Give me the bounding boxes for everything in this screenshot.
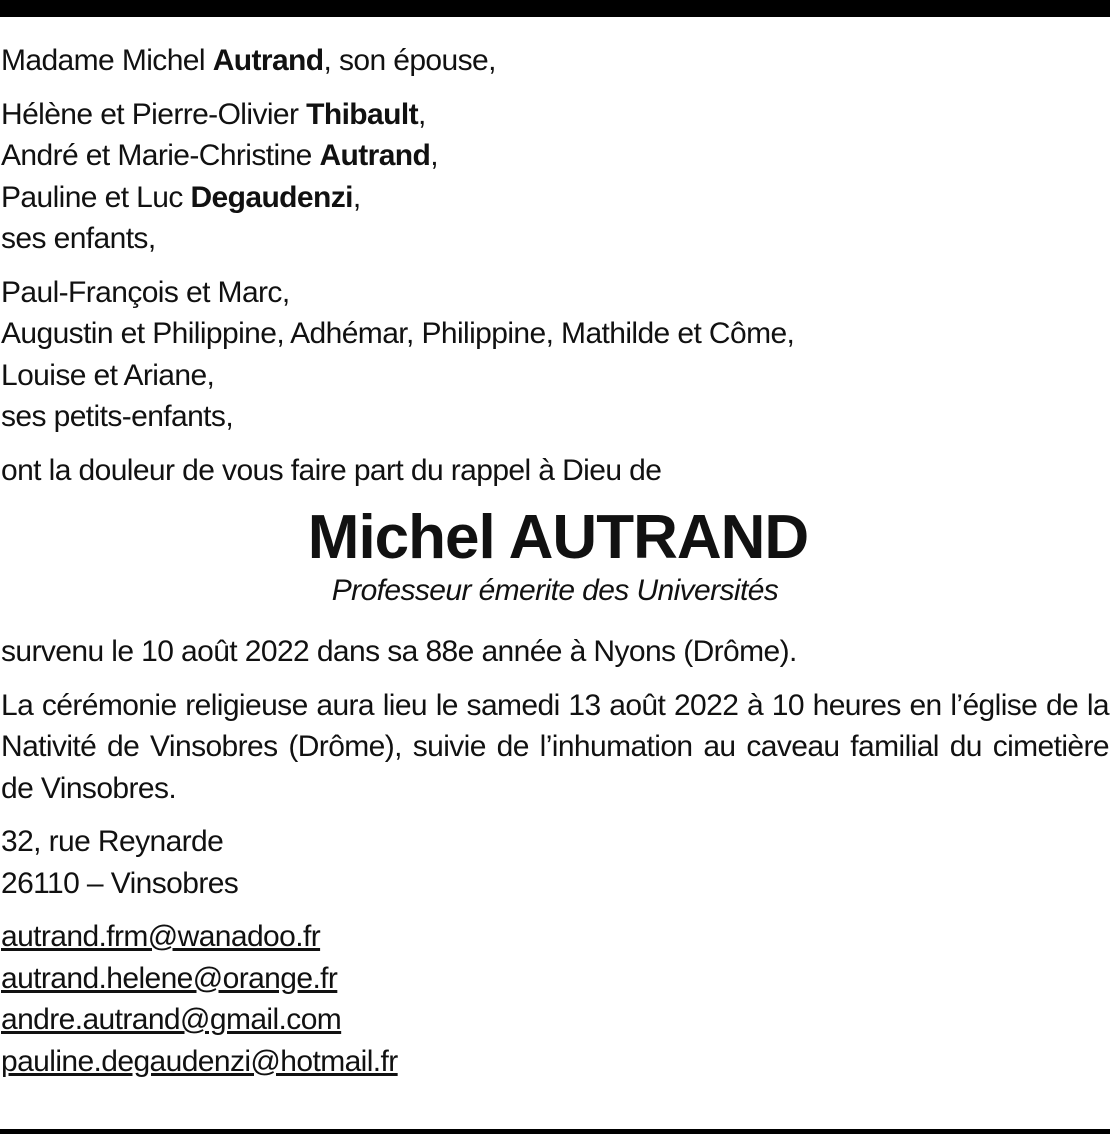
grandchildren-line: Paul-François et Marc, (1, 275, 290, 309)
grandchildren-line: Augustin et Philippine, Adhémar, Philippine, Mathilde et Côme, (1, 317, 795, 350)
child-couple-names: André et Marie-Christine (1, 139, 320, 172)
grandchildren-block (1, 272, 1109, 438)
email-link[interactable]: pauline.degaudenzi@hotmail.fr (1, 1044, 398, 1078)
child-couple-surname: Degaudenzi (190, 180, 353, 214)
bottom-border-rule (0, 1129, 1110, 1134)
ceremony-paragraph: La cérémonie religieuse aura lieu le samedi 13 août 2022 à 10 heures en l’église de la Nativité de Vinsobres (Drôme), suivie de l’inhumation au caveau familial du cimetière de Vinsobres. (1, 688, 1109, 805)
address-street: 32, rue Reynarde (1, 825, 224, 858)
address-city: 26110 – Vinsobres (1, 866, 239, 900)
child-couple-surname: Autrand (319, 139, 431, 172)
child-couple-punct: , (417, 97, 426, 131)
deceased-title: Professeur émerite des Universités (331, 574, 779, 607)
spouse-prefix: Madame Michel (1, 44, 213, 77)
death-notice-block (1, 631, 1109, 673)
email-list (1, 916, 1109, 1082)
spouse-line-block (1, 40, 1109, 82)
child-couple-punct: , (430, 139, 439, 172)
child-couple-surname: Thibault (306, 97, 418, 131)
child-couple-names: Hélène et Pierre-Olivier (1, 97, 307, 131)
email-link[interactable]: andre.autrand@gmail.com (1, 1003, 342, 1036)
death-notice-text: survenu le 10 août 2022 dans sa 88e année à Nyons (Drôme). (1, 635, 797, 668)
child-couple-punct: , (352, 180, 361, 214)
grandchildren-relation: ses petits-enfants, (1, 400, 234, 433)
email-link[interactable]: autrand.frm@wanadoo.fr (1, 920, 321, 953)
child-couple-names: Pauline et Luc (1, 180, 191, 214)
spouse-suffix: , son épouse, (323, 44, 496, 77)
email-link[interactable]: autrand.helene@orange.fr (1, 961, 338, 995)
children-relation: ses enfants, (1, 222, 156, 255)
deceased-block (1, 503, 1109, 609)
child-couple-line (1, 135, 1109, 177)
obituary-notice (1, 40, 1109, 1094)
spouse-line (1, 40, 1109, 82)
children-block (1, 94, 1109, 260)
deceased-name: Michel AUTRAND (307, 503, 809, 572)
announcement-text: ont la douleur de vous faire part du rappel à Dieu de (1, 453, 662, 487)
top-border-rule (0, 0, 1110, 17)
spouse-surname: Autrand (212, 44, 324, 77)
announcement-block (1, 450, 1109, 492)
child-couple-line (1, 177, 1109, 219)
grandchildren-line: Louise et Ariane, (1, 358, 215, 392)
child-couple-line (1, 94, 1109, 136)
address-block (1, 821, 1109, 904)
